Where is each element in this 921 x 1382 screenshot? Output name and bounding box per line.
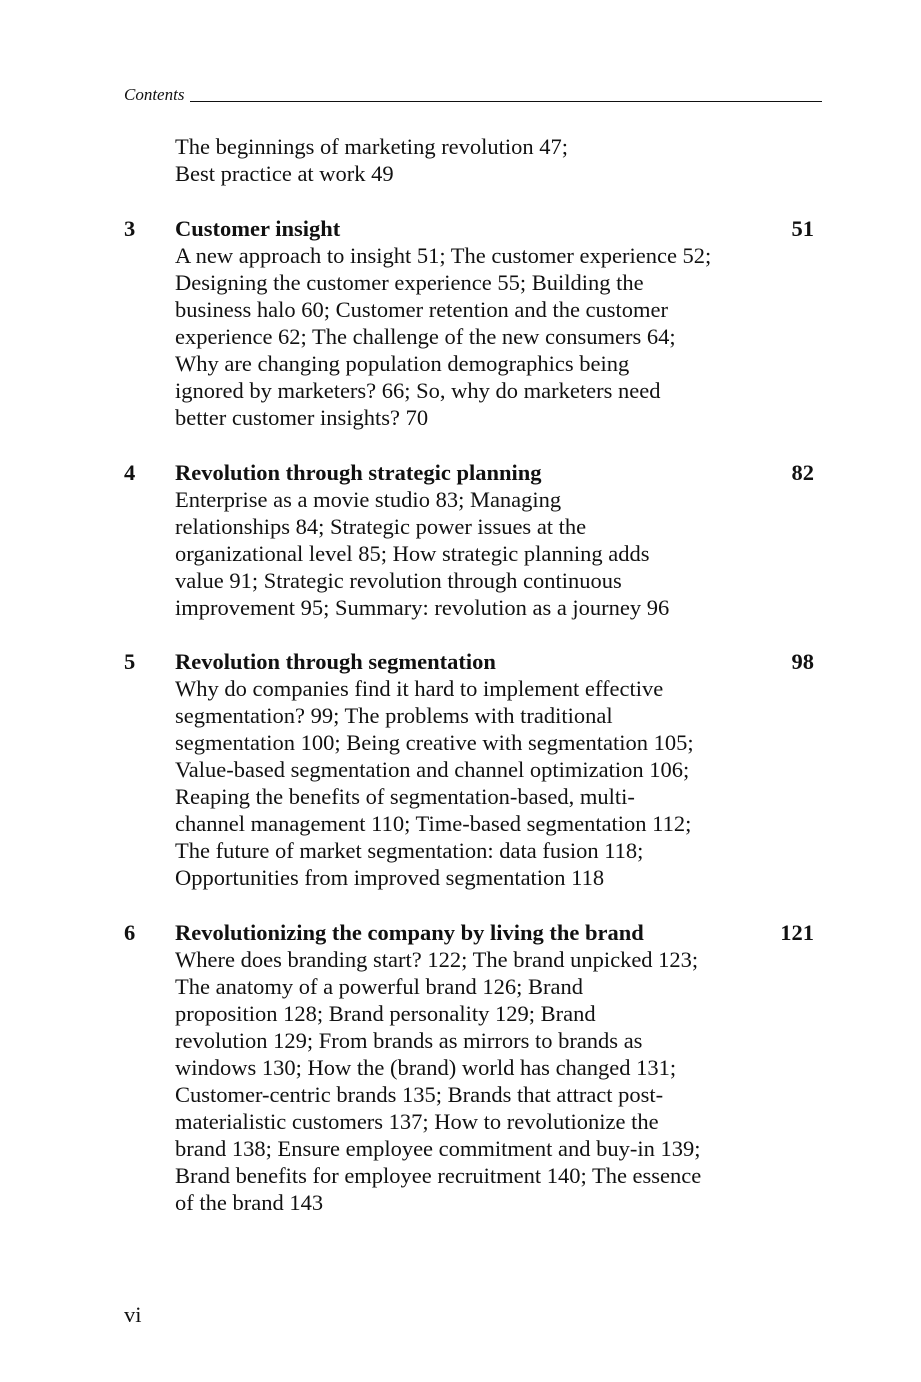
contents-line: The anatomy of a powerful brand 126; Brand xyxy=(175,974,583,999)
chapter-page-number: 121 xyxy=(780,920,814,945)
contents-line: channel management 110; Time-based segmentation 112; xyxy=(175,811,692,836)
contents-line: materialistic customers 137; How to revolutionize the xyxy=(175,1109,659,1134)
contents-line: Enterprise as a movie studio 83; Managing xyxy=(175,487,562,512)
contents-line: better customer insights? 70 xyxy=(175,405,429,430)
contents-line: Best practice at work 49 xyxy=(175,161,394,186)
chapter-title: Revolution through segmentation xyxy=(175,649,496,674)
contents-line: A new approach to insight 51; The customer experience 52; xyxy=(175,243,712,268)
contents-line: Value-based segmentation and channel optimization 106; xyxy=(175,757,690,782)
contents-line: segmentation? 99; The problems with traditional xyxy=(175,703,613,728)
chapter-body xyxy=(175,919,765,1216)
running-head xyxy=(124,85,822,105)
contents-line: segmentation 100; Being creative with segmentation 105; xyxy=(175,730,694,755)
running-head-label: Contents xyxy=(124,85,185,104)
chapter-title: Revolution through strategic planning xyxy=(175,460,542,485)
chapter-number: 3 xyxy=(124,216,136,241)
contents-line: improvement 95; Summary: revolution as a journey 96 xyxy=(175,595,670,620)
chapter-body xyxy=(175,215,765,431)
contents-line: brand 138; Ensure employee commitment and buy-in 139; xyxy=(175,1136,701,1161)
contents-line: Where does branding start? 122; The brand unpicked 123; xyxy=(175,947,699,972)
contents-line: Why do companies find it hard to implement effective xyxy=(175,676,664,701)
contents-line: The future of market segmentation: data fusion 118; xyxy=(175,838,644,863)
contents-line: Customer-centric brands 135; Brands that attract post- xyxy=(175,1082,664,1107)
contents-line: Brand benefits for employee recruitment 140; The essence xyxy=(175,1163,702,1188)
page-number: vi xyxy=(124,1302,142,1327)
chapter-number: 6 xyxy=(124,920,136,945)
chapter-number: 4 xyxy=(124,460,136,485)
contents-line: relationships 84; Strategic power issues at the xyxy=(175,514,587,539)
contents-line: proposition 128; Brand personality 129; Brand xyxy=(175,1001,596,1026)
contents-line: experience 62; The challenge of the new consumers 64; xyxy=(175,324,676,349)
continued-chapter-contents xyxy=(175,133,775,187)
chapter-page-number: 98 xyxy=(791,649,814,674)
contents-line: of the brand 143 xyxy=(175,1190,324,1215)
contents-line: business halo 60; Customer retention and the customer xyxy=(175,297,669,322)
contents-line: Designing the customer experience 55; Building the xyxy=(175,270,644,295)
chapter-number: 5 xyxy=(124,649,136,674)
contents-line: revolution 129; From brands as mirrors to brands as xyxy=(175,1028,643,1053)
chapter-title: Revolutionizing the company by living the brand xyxy=(175,920,644,945)
contents-line: The beginnings of marketing revolution 47; xyxy=(175,134,569,159)
contents-line: ignored by marketers? 66; So, why do marketers need xyxy=(175,378,661,403)
running-head-rule xyxy=(190,101,822,102)
contents-line: value 91; Strategic revolution through continuous xyxy=(175,568,622,593)
chapter-body xyxy=(175,459,765,621)
contents-line: windows 130; How the (brand) world has changed 131; xyxy=(175,1055,677,1080)
contents-line: Why are changing population demographics being xyxy=(175,351,630,376)
contents-line: organizational level 85; How strategic planning adds xyxy=(175,541,650,566)
chapter-title: Customer insight xyxy=(175,216,341,241)
chapter-page-number: 51 xyxy=(791,216,814,241)
contents-line: Opportunities from improved segmentation 118 xyxy=(175,865,605,890)
contents-line: Reaping the benefits of segmentation-based, multi- xyxy=(175,784,635,809)
chapter-page-number: 82 xyxy=(791,460,814,485)
chapter-body xyxy=(175,648,765,891)
